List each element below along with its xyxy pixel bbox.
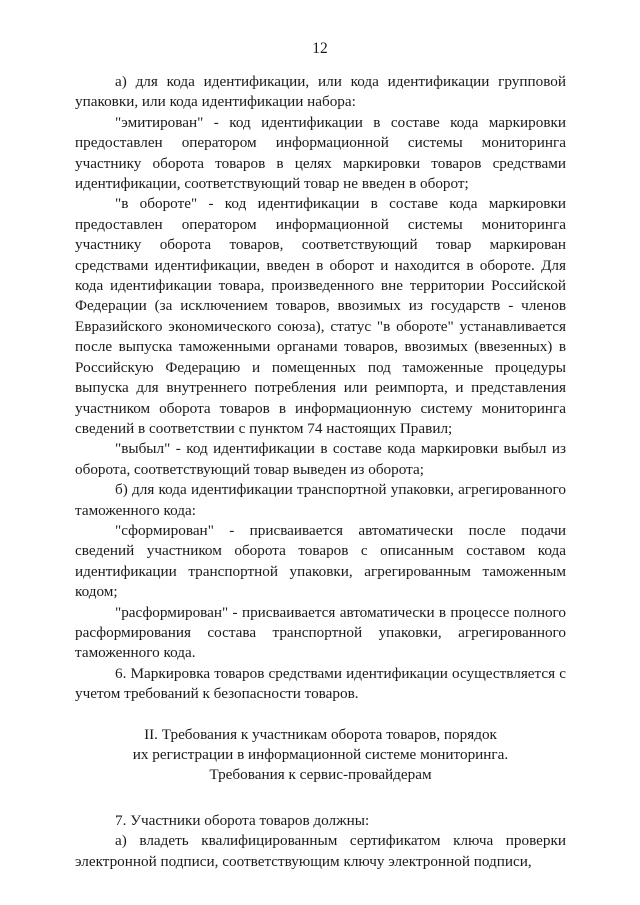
paragraph-status-disbanded: "расформирован" - присваивается автоматически в процессе полного расформирования состава транспортной упаковки, агрегированного таможенного кода. [75, 603, 566, 662]
section-heading [75, 725, 566, 786]
paragraph-clause-7-a: а) владеть квалифицированным сертификатом ключа проверки электронной подписи, соответствующим ключу электронной подписи, [75, 832, 566, 870]
section-heading-line-3: Требования к сервис-провайдерам [209, 766, 432, 784]
paragraph-clause-7: 7. Участники оборота товаров должны: [115, 811, 370, 829]
paragraph-item-b: б) для кода идентификации транспортной упаковки, агрегированного таможенного кода: [75, 481, 566, 519]
paragraph-status-formed: "сформирован" - присваивается автоматически после подачи сведений участником оборота товаров с описанным составом кода идентификации транспортной упаковки, агрегированным таможенным кодом; [75, 521, 566, 601]
paragraph-status-withdrawn: "выбыл" - код идентификации в составе кода маркировки выбыл из оборота, соответствующий товар выведен из оборота; [75, 440, 566, 478]
paragraph-status-in-circulation: "в обороте" - код идентификации в составе кода маркировки предоставлен оператором информационной системы мониторинга участнику оборота товаров, соответствующий товар маркирован средствами идентификации, введен в оборот и находится в обороте. Для кода идентификации товара, произведенного вне территории Российской Федерации (за исключением товаров, ввозимых из государств - членов Евразийского экономического союза), статус "в обороте" устанавливается после выпуска таможенными органами товаров, ввозимых (ввезенных) в Российскую Федерацию и помещенных под таможенные процедуры выпуска для внутреннего потребления или реимпорта, и представления участником оборота товаров в информационную систему мониторинга сведений в соответствии с пунктом 74 настоящих Правил; [75, 195, 566, 437]
paragraph-item-a: а) для кода идентификации, или кода идентификации групповой упаковки, или кода идентификации набора: [75, 73, 566, 111]
page-number: 12 [312, 40, 328, 57]
section-heading-line-1: II. Требования к участникам оборота товаров, порядок [144, 725, 497, 743]
document-body [75, 72, 566, 872]
paragraph-clause-6: 6. Маркировка товаров средствами идентификации осуществляется с учетом требований к безопасности товаров. [75, 664, 566, 703]
paragraph-status-emitted: "эмитирован" - код идентификации в составе кода маркировки предоставлен оператором информационной системы мониторинга участнику оборота товаров в целях маркировки товаров средствами идентификации, соответствующий товар не введен в оборот; [75, 113, 566, 193]
section-heading-line-2: их регистрации в информационной системе мониторинга. [132, 746, 509, 763]
